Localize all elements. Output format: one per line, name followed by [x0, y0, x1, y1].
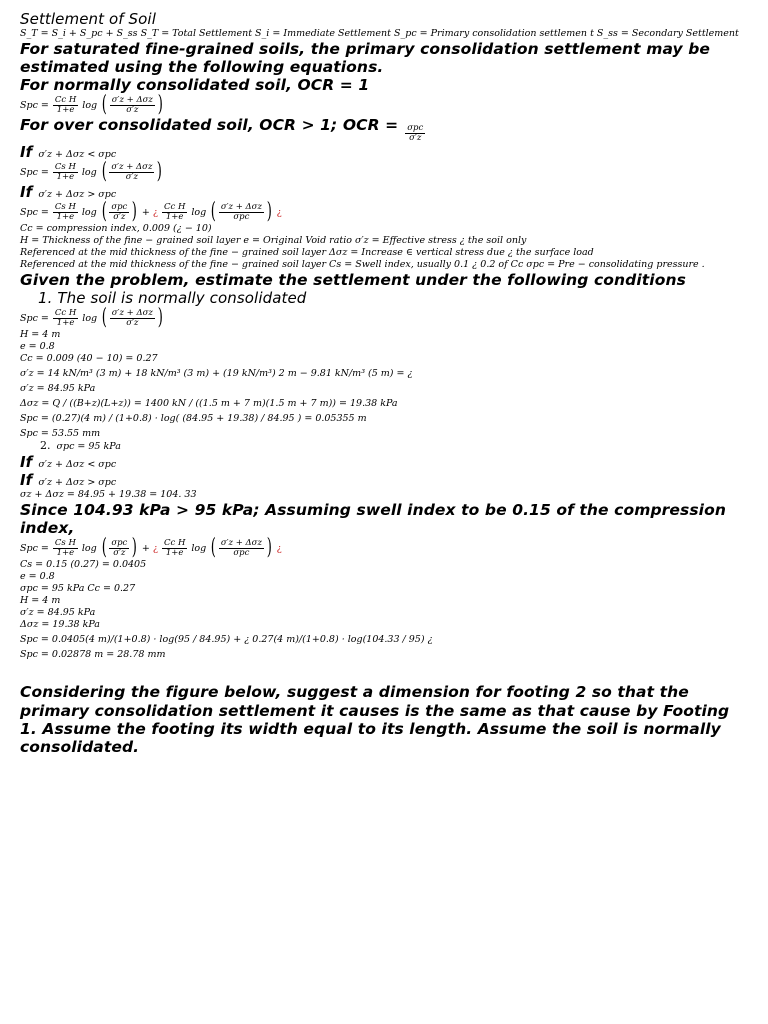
case1-dsz-eq: Δσz = Q / ((B+z)(L+z)) = 1400 kN / ((1.5 m + 7 m)(1.5 m + 7 m)) = 19.38 kPa: [20, 398, 398, 409]
problem-heading: Given the problem, estimate the settlement under the following conditions: [20, 271, 686, 289]
case2-line: 2. σpc = 95 kPa: [40, 439, 121, 452]
nc-heading: For normally consolidated soil, OCR = 1: [20, 76, 370, 94]
page-title: Settlement of Soil: [20, 10, 156, 28]
case1-sz-val: σ′z = 84.95 kPa: [20, 383, 96, 394]
note-cc: Cc = compression index, 0.009 (¿ − 10): [20, 223, 212, 234]
case2-dsz: Δσz = 19.38 kPa: [20, 619, 100, 631]
intro-heading: For saturated fine-grained soils, the primary consolidation settlement may be estimated using the following equations.: [20, 40, 711, 76]
case2-if-greater: If σ′z + Δσz > σpc: [20, 471, 117, 489]
final-question: Considering the figure below, suggest a dimension for footing 2 so that the primary consolidation settlement it causes is the same as that cause by Footing 1. Assume the footing its width equal to its length. Assume the soil is normally consolidated.: [20, 683, 730, 757]
oc-equation-1: Spc = $\frac{\text{Cs H}}{1+e}$ log ( $\frac{\text{σ′z + Δσz}}{\sigma'z}$ ): [20, 159, 163, 184]
case2-h: H = 4 m: [20, 595, 61, 607]
case2-spc-val: Spc = 0.02878 m = 28.78 mm: [20, 649, 166, 661]
note-cs: Referenced at the mid thickness of the fine − grained soil layer Cs = Swell index, usually 0.1 ¿ 0.2 of Cc σpc = Pre − consolidating pressure .: [20, 259, 705, 270]
if-greater-line: If σ′z + Δσz > σpc: [20, 183, 117, 201]
case1-heading: 1. The soil is normally consolidated: [38, 289, 307, 307]
note-h: H = Thickness of the fine − grained soil layer e = Original Void ratio σ′z = Effective stress ¿ the soil only: [20, 235, 527, 246]
since-heading: Since 104.93 kPa > 95 kPa; Assuming swell index to be 0.15 of the compression index,: [20, 501, 726, 538]
case1-h: H = 4 m: [20, 329, 61, 340]
case1-spc-eq: Spc = (0.27)(4 m) / (1+0.8) · log( (84.95 + 19.38) / 84.95 ) = 0.05355 m: [20, 413, 367, 424]
case2-e: e = 0.8: [20, 571, 55, 583]
case1-e: e = 0.8: [20, 341, 55, 352]
case2-cs: Cs = 0.15 (0.27) = 0.0405: [20, 559, 147, 571]
definitions-line: S_T = S_i + S_pc + S_ss S_T = Total Settlement S_i = Immediate Settlement S_pc = Primary consolidation settlemen t S_ss = Secondary Settlement: [20, 28, 739, 39]
case2-spc-cc: σpc = 95 kPa Cc = 0.27: [20, 583, 136, 595]
nc-equation: Spc = $\frac{\text{Cc H}}{1+e}$ log ( $\frac{\text{σ′z + Δσz}}{\sigma'z}$ ): [20, 92, 163, 117]
case1-sz-eq: σ′z = 14 kN/m³ (3 m) + 18 kN/m³ (3 m) + (19 kN/m³) 2 m − 9.81 kN/m³ (5 m) = ¿: [20, 368, 413, 379]
case1-cc: Cc = 0.009 (40 − 10) = 0.27: [20, 353, 158, 364]
if-less-line: If σ′z + Δσz < σpc: [20, 143, 117, 161]
ocr-fraction: $\frac{\text{σpc}}{\sigma'z}$: [407, 123, 424, 143]
case2-equation: Spc = $\frac{\text{Cs H}}{1+e}$ log ( $\frac{\text{σpc}}{\sigma'z}$ ) + ¿ $\frac{\text{Cc H}}{1+e}$ log ( $\frac{\text{σ′z + Δσz}}{\text{σpc}}$ ) ¿: [20, 535, 282, 561]
case2-sum: σz + Δσz = 84.95 + 19.38 = 104. 33: [20, 489, 197, 500]
oc-heading-line: [20, 116, 750, 143]
case1-equation: Spc = $\frac{\text{Cc H}}{1+e}$ log ( $\frac{\text{σ′z + Δσz}}{\sigma'z}$ ): [20, 305, 163, 330]
case2-if-less: If σ′z + Δσz < σpc: [20, 453, 117, 471]
oc-heading: For over consolidated soil, OCR > 1; OCR =: [20, 116, 399, 134]
oc-equation-2: Spc = $\frac{\text{Cs H}}{1+e}$ log ( $\frac{\text{σpc}}{\sigma'z}$ ) + ¿ $\frac{\text{Cc H}}{1+e}$ log ( $\frac{\text{σ′z + Δσz}}{\text{σpc}}$ ) ¿: [20, 199, 282, 224]
case2-sz: σ′z = 84.95 kPa: [20, 607, 96, 619]
case2-spc-eq: Spc = 0.0405(4 m)/(1+0.8) · log(95 / 84.95) + ¿ 0.27(4 m)/(1+0.8) · log(104.33 / 95) ¿: [20, 634, 433, 646]
note-dsz: Referenced at the mid thickness of the fine − grained soil layer Δσz = Increase ∈ vertical stress due ¿ the surface load: [20, 247, 594, 258]
case1-spc-val: Spc = 53.55 mm: [20, 428, 101, 439]
